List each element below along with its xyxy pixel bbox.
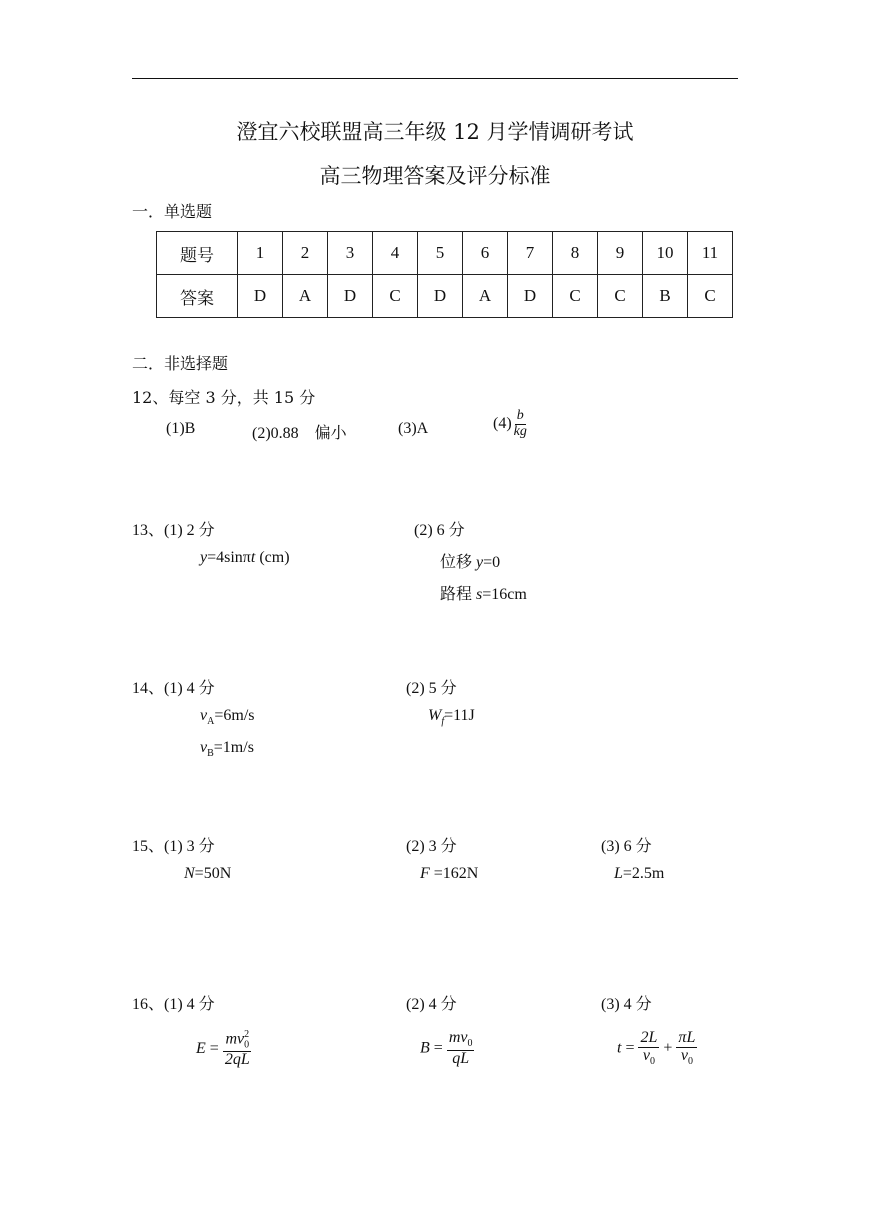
q16-formula-B xyxy=(420,1030,474,1067)
q15-var-N: N xyxy=(184,865,195,882)
q15-var-F: F xyxy=(420,865,430,882)
q16-B-num: mv xyxy=(448,1029,468,1046)
table-cell: 1 xyxy=(238,232,283,275)
q16-t-frac1-den: v xyxy=(642,1046,650,1064)
q14-vB-sub: B xyxy=(207,748,214,760)
q16-t-frac1-num: 2L xyxy=(640,1029,658,1046)
q14-vA-value: =6m/s xyxy=(214,707,255,724)
table-cell: 8 xyxy=(553,232,598,275)
table-cell: C xyxy=(553,275,598,318)
table-cell: 9 xyxy=(598,232,643,275)
q13-path xyxy=(440,581,527,604)
q15-part2-answer xyxy=(420,865,478,883)
page-subtitle: 高三物理答案及评分标准 xyxy=(319,164,551,188)
q16-t-eq: = xyxy=(625,1039,635,1057)
q14-vB-value: =1m/s xyxy=(213,739,254,756)
q14-wf xyxy=(428,707,475,727)
q14-wf-var: W xyxy=(428,707,442,724)
q12-answer-1: (1)B xyxy=(166,420,196,437)
q14-vA xyxy=(200,707,254,727)
q16-B-num-sub: 0 xyxy=(467,1038,473,1050)
top-rule xyxy=(132,78,738,79)
q15-value-L: =2.5m xyxy=(622,865,665,882)
section2-heading: 二．非选择题 xyxy=(132,354,229,373)
table-cell: D xyxy=(328,275,373,318)
q16-formula-E xyxy=(196,1030,252,1069)
q13-unit: (cm) xyxy=(255,549,290,566)
table-row-numbers xyxy=(157,232,733,275)
q13-disp-label: 位移 xyxy=(440,554,477,571)
q16-t-plus: + xyxy=(663,1039,673,1057)
q16-t-frac2-den: v xyxy=(680,1046,688,1064)
q13-part2-label: (2) 6 分 xyxy=(414,522,465,539)
table-cell: C xyxy=(688,275,733,318)
q16-part1-label: 16、(1) 4 分 xyxy=(132,996,215,1013)
table-row-answers xyxy=(157,275,733,318)
q15-part3-answer xyxy=(614,865,664,883)
row-label-question: 题号 xyxy=(157,232,238,275)
table-cell: A xyxy=(283,275,328,318)
q12-frac-numerator: b xyxy=(516,408,524,423)
q16-E-num-sup: 2 xyxy=(244,1029,250,1040)
table-cell: D xyxy=(508,275,553,318)
q13-part1-answer xyxy=(200,549,290,567)
q16-B-eq: = xyxy=(433,1039,443,1057)
q16-part3-label: (3) 4 分 xyxy=(601,996,652,1013)
q15-part2-label: (2) 3 分 xyxy=(406,838,457,855)
q16-B-den: qL xyxy=(452,1049,470,1067)
q16-formula-t xyxy=(617,1030,697,1067)
q13-part1-label: 13、(1) 2 分 xyxy=(132,522,215,539)
table-cell: 7 xyxy=(508,232,553,275)
q13-var-t: t xyxy=(250,549,256,566)
q12-answer-4 xyxy=(493,409,529,439)
table-cell: A xyxy=(463,275,508,318)
q14-vB xyxy=(200,739,254,759)
q16-E-num-sub: 0 xyxy=(244,1039,250,1051)
answer-table xyxy=(156,231,733,318)
q15-part3-label: (3) 6 分 xyxy=(601,838,652,855)
q16-B-lhs: B xyxy=(420,1039,430,1057)
q15-part1-label: 15、(1) 3 分 xyxy=(132,838,215,855)
table-cell: C xyxy=(598,275,643,318)
table-cell: 10 xyxy=(643,232,688,275)
q14-part2-label: (2) 5 分 xyxy=(406,680,457,697)
q12-frac-denominator: kg xyxy=(513,423,527,439)
q15-value-F: =162N xyxy=(429,865,479,882)
q16-E-den: 2qL xyxy=(224,1051,250,1069)
q12-answer-3: (3)A xyxy=(398,420,429,437)
q14-wf-value: =11J xyxy=(444,707,475,724)
q13-path-label: 路程 xyxy=(440,586,477,603)
q15-part1-answer xyxy=(184,865,231,883)
q12-title: 12、每空 3 分，共 15 分 xyxy=(132,388,316,407)
q13-var-y: y xyxy=(200,549,208,566)
q13-disp-var: y xyxy=(476,554,484,571)
q16-E-eq: = xyxy=(209,1040,219,1058)
q16-E-num: mv xyxy=(225,1030,245,1048)
table-cell: 3 xyxy=(328,232,373,275)
q15-value-N: =50N xyxy=(194,865,232,882)
q16-E-lhs: E xyxy=(196,1040,206,1058)
q12-answer-4-prefix: (4) xyxy=(493,414,512,432)
table-cell: 11 xyxy=(688,232,733,275)
q16-t-lhs: t xyxy=(617,1039,622,1057)
q14-part1-label: 14、(1) 4 分 xyxy=(132,680,215,697)
table-cell: C xyxy=(373,275,418,318)
q13-path-var: s xyxy=(476,586,483,603)
section1-heading: 一．单选题 xyxy=(132,202,213,221)
table-cell: D xyxy=(418,275,463,318)
q13-path-value: =16cm xyxy=(482,586,527,603)
row-label-answer: 答案 xyxy=(157,275,238,318)
q14-vB-var: v xyxy=(200,739,208,756)
q14-wf-sub: f xyxy=(441,716,445,728)
q14-vA-var: v xyxy=(200,707,208,724)
table-cell: B xyxy=(643,275,688,318)
q12-answer-2: (2)0.88 偏小 xyxy=(252,425,347,442)
q13-expr: =4sinπ xyxy=(207,549,251,566)
q16-part2-label: (2) 4 分 xyxy=(406,996,457,1013)
table-cell: 2 xyxy=(283,232,328,275)
table-cell: 5 xyxy=(418,232,463,275)
q14-vA-sub: A xyxy=(207,716,215,728)
q15-var-L: L xyxy=(614,865,623,882)
table-cell: D xyxy=(238,275,283,318)
table-cell: 4 xyxy=(373,232,418,275)
q16-t-frac2-num: πL xyxy=(678,1029,696,1046)
q13-displacement xyxy=(440,549,500,572)
table-cell: 6 xyxy=(463,232,508,275)
q16-t-frac1-den-sub: 0 xyxy=(649,1055,655,1067)
q13-disp-value: =0 xyxy=(483,554,501,571)
q16-t-frac2-den-sub: 0 xyxy=(687,1055,693,1067)
page-title: 澄宜六校联盟高三年级 12 月学情调研考试 xyxy=(236,120,634,144)
